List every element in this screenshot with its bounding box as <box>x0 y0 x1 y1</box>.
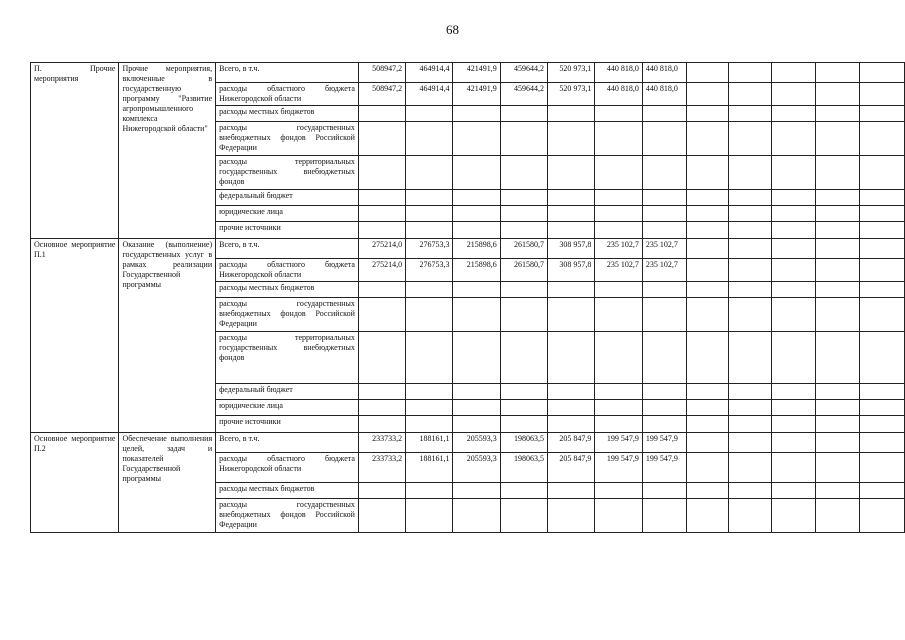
value-cell: 275214,0 <box>358 259 405 282</box>
value-cell <box>860 63 905 83</box>
value-cell <box>860 259 905 282</box>
value-cell <box>548 122 595 156</box>
budget-table <box>30 62 905 533</box>
value-cell: 205593,3 <box>453 433 500 453</box>
value-cell <box>771 384 815 400</box>
value-cell <box>358 416 405 433</box>
value-cell <box>642 332 686 384</box>
value-cell: 440 818,0 <box>642 83 686 106</box>
value-cell <box>729 332 772 384</box>
value-cell <box>453 483 500 499</box>
value-cell <box>686 433 729 453</box>
value-cell <box>642 499 686 533</box>
funding-source-label: Всего, в т.ч. <box>216 63 359 83</box>
value-cell <box>816 400 860 416</box>
value-cell: 440 818,0 <box>642 63 686 83</box>
value-cell: 421491,9 <box>453 63 500 83</box>
value-cell <box>771 499 815 533</box>
value-cell <box>816 499 860 533</box>
value-cell: 508947,2 <box>358 83 405 106</box>
value-cell: 233733,2 <box>358 453 405 483</box>
value-cell <box>595 190 642 206</box>
value-cell <box>686 282 729 298</box>
value-cell <box>500 206 547 222</box>
value-cell <box>406 282 453 298</box>
value-cell <box>595 332 642 384</box>
value-cell <box>816 259 860 282</box>
funding-source-label: расходы территориальных государственных внебюджетных фондов <box>216 332 359 384</box>
value-cell <box>860 400 905 416</box>
value-cell <box>595 106 642 122</box>
value-cell <box>358 298 405 332</box>
value-cell <box>771 222 815 239</box>
value-cell <box>816 239 860 259</box>
value-cell <box>686 298 729 332</box>
value-cell <box>860 222 905 239</box>
value-cell <box>729 298 772 332</box>
value-cell: 198063,5 <box>500 453 547 483</box>
value-cell: 199 547,9 <box>595 453 642 483</box>
measure-name: Обеспечение выполнения целей, задач и показателей Государственной программы <box>119 433 216 533</box>
value-cell <box>860 106 905 122</box>
value-cell <box>860 483 905 499</box>
value-cell <box>500 222 547 239</box>
measure-code: П. Прочие мероприятия <box>31 63 119 239</box>
value-cell <box>860 206 905 222</box>
value-cell <box>548 400 595 416</box>
value-cell <box>642 122 686 156</box>
value-cell: 235 102,7 <box>595 259 642 282</box>
value-cell <box>771 206 815 222</box>
value-cell <box>358 332 405 384</box>
value-cell <box>771 190 815 206</box>
value-cell <box>860 83 905 106</box>
funding-source-label: расходы территориальных государственных внебюджетных фондов <box>216 156 359 190</box>
value-cell <box>816 206 860 222</box>
value-cell <box>500 332 547 384</box>
value-cell <box>729 83 772 106</box>
value-cell <box>816 384 860 400</box>
value-cell <box>816 190 860 206</box>
value-cell <box>500 298 547 332</box>
value-cell <box>406 416 453 433</box>
value-cell <box>771 106 815 122</box>
value-cell <box>548 222 595 239</box>
value-cell <box>686 106 729 122</box>
value-cell <box>729 453 772 483</box>
value-cell <box>642 483 686 499</box>
value-cell <box>453 384 500 400</box>
value-cell <box>642 190 686 206</box>
funding-source-label: расходы местных бюджетов <box>216 282 359 298</box>
value-cell <box>771 156 815 190</box>
value-cell <box>816 83 860 106</box>
value-cell <box>595 499 642 533</box>
value-cell <box>453 400 500 416</box>
value-cell <box>548 416 595 433</box>
table-row <box>31 63 905 83</box>
value-cell <box>686 156 729 190</box>
table-body <box>31 63 905 533</box>
funding-source-label: прочие источники <box>216 416 359 433</box>
value-cell: 440 818,0 <box>595 83 642 106</box>
value-cell <box>642 384 686 400</box>
value-cell <box>686 190 729 206</box>
value-cell <box>860 499 905 533</box>
funding-source-label: расходы государственных внебюджетных фондов Российской Федерации <box>216 499 359 533</box>
value-cell <box>548 332 595 384</box>
page-number: 68 <box>446 22 459 37</box>
value-cell <box>771 298 815 332</box>
value-cell: 188161,1 <box>406 433 453 453</box>
value-cell <box>406 400 453 416</box>
value-cell <box>729 483 772 499</box>
value-cell <box>453 499 500 533</box>
value-cell <box>771 83 815 106</box>
value-cell <box>500 190 547 206</box>
value-cell <box>595 222 642 239</box>
value-cell: 235 102,7 <box>595 239 642 259</box>
value-cell <box>860 453 905 483</box>
value-cell <box>453 222 500 239</box>
value-cell <box>860 298 905 332</box>
value-cell <box>358 190 405 206</box>
value-cell <box>406 190 453 206</box>
value-cell: 215898,6 <box>453 259 500 282</box>
value-cell <box>548 206 595 222</box>
value-cell <box>453 332 500 384</box>
value-cell: 459644,2 <box>500 63 547 83</box>
value-cell <box>548 156 595 190</box>
table-row <box>31 433 905 453</box>
value-cell: 464914,4 <box>406 63 453 83</box>
value-cell <box>406 499 453 533</box>
value-cell: 308 957,8 <box>548 239 595 259</box>
value-cell <box>406 156 453 190</box>
value-cell: 464914,4 <box>406 83 453 106</box>
value-cell <box>642 156 686 190</box>
table-row <box>31 239 905 259</box>
value-cell <box>816 298 860 332</box>
value-cell <box>729 433 772 453</box>
value-cell <box>548 483 595 499</box>
value-cell <box>860 239 905 259</box>
value-cell <box>453 416 500 433</box>
value-cell <box>358 483 405 499</box>
funding-source-label: федеральный бюджет <box>216 190 359 206</box>
value-cell <box>500 499 547 533</box>
value-cell <box>406 483 453 499</box>
value-cell <box>548 499 595 533</box>
value-cell <box>771 239 815 259</box>
value-cell <box>500 416 547 433</box>
funding-source-label: расходы государственных внебюджетных фондов Российской Федерации <box>216 298 359 332</box>
value-cell <box>729 63 772 83</box>
value-cell <box>358 106 405 122</box>
value-cell: 520 973,1 <box>548 63 595 83</box>
value-cell <box>729 416 772 433</box>
funding-source-label: Всего, в т.ч. <box>216 239 359 259</box>
value-cell <box>686 206 729 222</box>
value-cell <box>406 332 453 384</box>
value-cell <box>729 106 772 122</box>
value-cell <box>771 400 815 416</box>
measure-code: Основное мероприятие П.2 <box>31 433 119 533</box>
value-cell <box>595 400 642 416</box>
value-cell: 261580,7 <box>500 259 547 282</box>
funding-source-label: расходы областного бюджета Нижегородской области <box>216 453 359 483</box>
funding-source-label: расходы местных бюджетов <box>216 106 359 122</box>
value-cell: 261580,7 <box>500 239 547 259</box>
value-cell: 215898,6 <box>453 239 500 259</box>
value-cell: 199 547,9 <box>642 453 686 483</box>
value-cell <box>816 122 860 156</box>
funding-source-label: расходы государственных внебюджетных фондов Российской Федерации <box>216 122 359 156</box>
value-cell <box>453 206 500 222</box>
value-cell <box>816 483 860 499</box>
value-cell <box>406 298 453 332</box>
value-cell <box>860 384 905 400</box>
value-cell <box>816 222 860 239</box>
value-cell: 235 102,7 <box>642 239 686 259</box>
value-cell <box>406 384 453 400</box>
value-cell: 199 547,9 <box>642 433 686 453</box>
value-cell <box>771 282 815 298</box>
funding-source-label: расходы областного бюджета Нижегородской области <box>216 259 359 282</box>
value-cell <box>729 499 772 533</box>
funding-source-label: прочие источники <box>216 222 359 239</box>
value-cell <box>406 122 453 156</box>
value-cell <box>686 122 729 156</box>
value-cell <box>453 122 500 156</box>
value-cell <box>860 433 905 453</box>
value-cell <box>771 63 815 83</box>
value-cell <box>771 453 815 483</box>
value-cell <box>642 106 686 122</box>
value-cell <box>358 222 405 239</box>
value-cell <box>816 332 860 384</box>
value-cell <box>595 416 642 433</box>
value-cell <box>686 499 729 533</box>
funding-source-label: федеральный бюджет <box>216 384 359 400</box>
value-cell <box>860 190 905 206</box>
value-cell <box>595 282 642 298</box>
funding-source-label: Всего, в т.ч. <box>216 433 359 453</box>
value-cell: 198063,5 <box>500 433 547 453</box>
value-cell <box>548 298 595 332</box>
value-cell <box>686 222 729 239</box>
value-cell <box>642 282 686 298</box>
value-cell <box>358 400 405 416</box>
value-cell <box>548 384 595 400</box>
value-cell <box>771 433 815 453</box>
value-cell <box>642 400 686 416</box>
value-cell <box>771 483 815 499</box>
value-cell <box>686 332 729 384</box>
value-cell: 275214,0 <box>358 239 405 259</box>
value-cell <box>729 206 772 222</box>
value-cell <box>500 106 547 122</box>
value-cell <box>729 156 772 190</box>
value-cell <box>729 259 772 282</box>
value-cell: 440 818,0 <box>595 63 642 83</box>
value-cell <box>500 156 547 190</box>
measure-code: Основное мероприятие П.1 <box>31 239 119 433</box>
value-cell <box>500 282 547 298</box>
value-cell <box>686 239 729 259</box>
value-cell <box>686 416 729 433</box>
value-cell <box>453 190 500 206</box>
value-cell <box>595 298 642 332</box>
value-cell <box>548 106 595 122</box>
value-cell <box>729 222 772 239</box>
value-cell <box>358 499 405 533</box>
value-cell <box>816 156 860 190</box>
value-cell <box>860 156 905 190</box>
value-cell <box>860 332 905 384</box>
value-cell <box>358 282 405 298</box>
funding-source-label: расходы областного бюджета Нижегородской области <box>216 83 359 106</box>
value-cell <box>642 416 686 433</box>
value-cell <box>816 282 860 298</box>
value-cell: 205 847,9 <box>548 453 595 483</box>
value-cell <box>686 483 729 499</box>
value-cell <box>453 282 500 298</box>
funding-source-label: расходы местных бюджетов <box>216 483 359 499</box>
value-cell <box>860 282 905 298</box>
value-cell <box>595 122 642 156</box>
measure-name: Оказание (выполнение) государственных услуг в рамках реализации Государственной программы <box>119 239 216 433</box>
value-cell <box>729 384 772 400</box>
value-cell <box>771 332 815 384</box>
value-cell: 459644,2 <box>500 83 547 106</box>
value-cell <box>860 122 905 156</box>
value-cell <box>642 222 686 239</box>
value-cell: 188161,1 <box>406 453 453 483</box>
value-cell <box>358 156 405 190</box>
value-cell <box>358 122 405 156</box>
value-cell <box>406 206 453 222</box>
value-cell: 308 957,8 <box>548 259 595 282</box>
measure-name: Прочие мероприятия, включенные в государственную программу "Развитие агропромышленного комплекса Нижегородской области" <box>119 63 216 239</box>
value-cell <box>816 433 860 453</box>
value-cell: 199 547,9 <box>595 433 642 453</box>
value-cell: 508947,2 <box>358 63 405 83</box>
value-cell <box>729 190 772 206</box>
value-cell <box>686 400 729 416</box>
value-cell <box>642 206 686 222</box>
funding-source-label: юридические лица <box>216 400 359 416</box>
value-cell <box>686 384 729 400</box>
value-cell: 233733,2 <box>358 433 405 453</box>
value-cell <box>358 206 405 222</box>
value-cell <box>686 83 729 106</box>
value-cell: 520 973,1 <box>548 83 595 106</box>
value-cell <box>595 483 642 499</box>
value-cell <box>771 259 815 282</box>
funding-source-label: юридические лица <box>216 206 359 222</box>
value-cell <box>729 122 772 156</box>
value-cell <box>816 416 860 433</box>
value-cell <box>816 453 860 483</box>
value-cell <box>816 63 860 83</box>
value-cell <box>729 239 772 259</box>
value-cell <box>595 206 642 222</box>
value-cell <box>453 156 500 190</box>
value-cell <box>686 63 729 83</box>
value-cell <box>500 400 547 416</box>
value-cell <box>500 483 547 499</box>
value-cell: 205 847,9 <box>548 433 595 453</box>
value-cell <box>686 259 729 282</box>
value-cell <box>548 282 595 298</box>
value-cell <box>548 190 595 206</box>
value-cell: 421491,9 <box>453 83 500 106</box>
value-cell <box>771 122 815 156</box>
value-cell <box>729 400 772 416</box>
value-cell <box>358 384 405 400</box>
value-cell <box>406 222 453 239</box>
value-cell <box>500 384 547 400</box>
value-cell <box>686 453 729 483</box>
value-cell <box>595 156 642 190</box>
value-cell <box>595 384 642 400</box>
value-cell <box>453 298 500 332</box>
value-cell <box>816 106 860 122</box>
value-cell <box>453 106 500 122</box>
value-cell: 276753,3 <box>406 259 453 282</box>
value-cell: 235 102,7 <box>642 259 686 282</box>
value-cell <box>406 106 453 122</box>
value-cell <box>771 416 815 433</box>
value-cell: 276753,3 <box>406 239 453 259</box>
value-cell <box>642 298 686 332</box>
value-cell <box>500 122 547 156</box>
value-cell: 205593,3 <box>453 453 500 483</box>
value-cell <box>729 282 772 298</box>
value-cell <box>860 416 905 433</box>
